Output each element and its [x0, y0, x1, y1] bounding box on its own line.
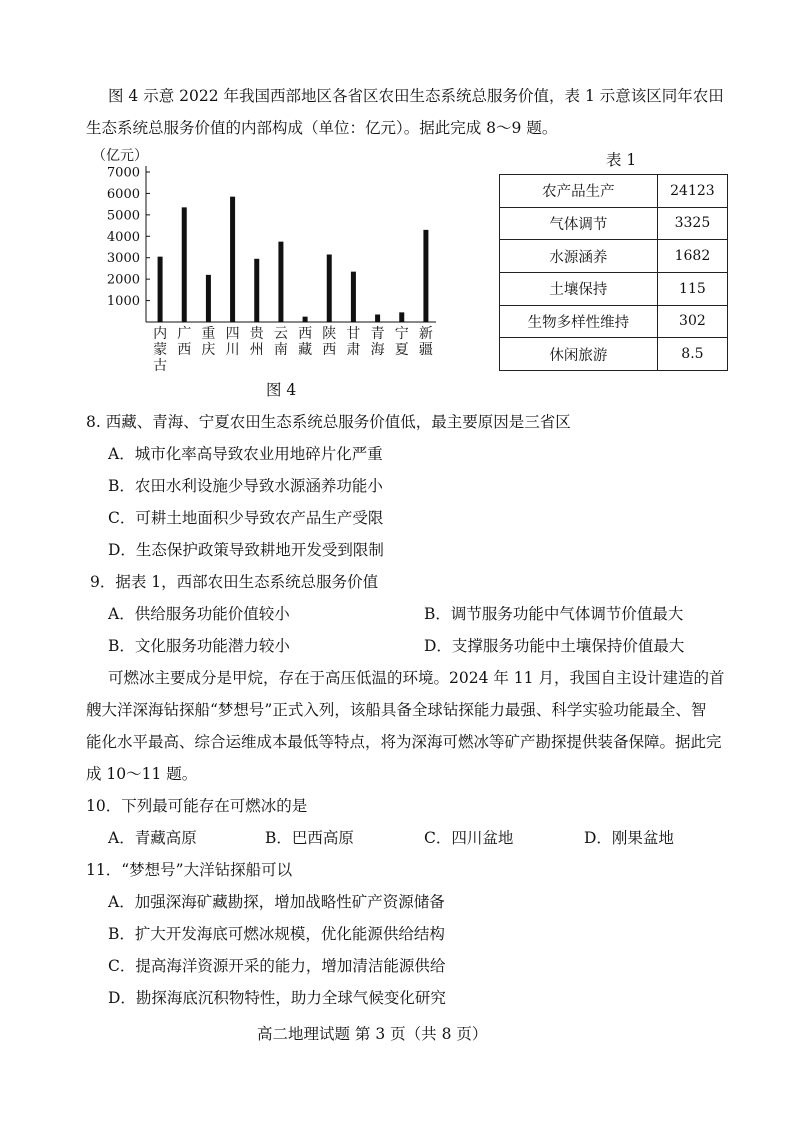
intro-line-1: 图 4 示意 2022 年我国西部地区各省区农田生态系统总服务价值，表 1 示意该区同年农田	[108, 87, 724, 105]
question-10-option-d: D．刚果盆地	[584, 829, 674, 847]
table-cell-label: 气体调节	[500, 207, 658, 240]
x-tick-label-char: 宁	[394, 326, 409, 342]
table-cell-value: 1682	[657, 240, 727, 273]
y-tick-label: 2000	[106, 272, 140, 288]
x-tick-label-char: 南	[273, 342, 288, 358]
table-cell-label: 休闲旅游	[500, 338, 658, 371]
question-11-option-a: A．加强深海矿藏勘探，增加战略性矿产资源储备	[108, 893, 445, 911]
question-10-stem: 10．下列最可能存在可燃冰的是	[86, 797, 308, 815]
table-1-title: 表 1	[606, 151, 637, 169]
x-tick-label-char: 蒙	[153, 342, 168, 358]
table-row	[500, 272, 728, 305]
table-row	[500, 305, 728, 338]
passage-line-4: 成 10～11 题。	[86, 765, 198, 783]
chart-y-unit-label: （亿元）	[92, 148, 148, 164]
question-9-option-d: D．支撑服务功能中土壤保持价值最大	[424, 637, 685, 655]
bar	[423, 230, 428, 322]
bar	[182, 207, 187, 322]
bar	[351, 272, 356, 322]
bar	[158, 257, 163, 322]
x-tick-label-char: 内	[153, 326, 168, 342]
table-cell-value: 24123	[657, 175, 727, 208]
bar	[327, 255, 332, 323]
x-tick-label-char: 西	[177, 342, 192, 358]
bar	[399, 312, 404, 322]
table-row	[500, 175, 728, 208]
question-8-option-c: C．可耕土地面积少导致农产品生产受限	[108, 509, 384, 527]
x-tick-label-char: 川	[225, 342, 240, 358]
figure-4-bar-chart	[92, 146, 450, 398]
question-10-option-a: A．青藏高原	[108, 829, 197, 847]
question-10-option-b: B．巴西高原	[265, 829, 354, 847]
question-9-stem: 9．据表 1，西部农田生态系统总服务价值	[90, 573, 379, 591]
bar	[230, 197, 235, 322]
question-9-option-a: A．供给服务功能价值较小	[108, 605, 290, 623]
question-11-option-c: C．提高海洋资源开采的能力，增加清洁能源供给	[108, 957, 446, 975]
x-tick-label-char: 重	[201, 326, 216, 342]
y-tick-label: 4000	[106, 229, 140, 245]
table-row	[500, 338, 728, 371]
x-tick-label-char: 藏	[298, 342, 313, 358]
x-tick-label-char: 广	[177, 326, 192, 342]
chart-y-axis	[107, 166, 436, 323]
table-cell-label: 土壤保持	[500, 272, 658, 305]
chart-bars	[158, 197, 429, 322]
question-10-option-c: C．四川盆地	[424, 829, 514, 847]
question-8-option-d: D．生态保护政策导致耕地开发受到限制	[108, 541, 384, 559]
x-tick-label-char: 西	[298, 326, 313, 342]
question-8-option-a: A．城市化率高导致农业用地碎片化严重	[108, 445, 383, 463]
y-tick-label: 7000	[106, 165, 140, 181]
y-tick-label: 5000	[106, 208, 140, 224]
table-cell-value: 3325	[657, 207, 727, 240]
table-1	[499, 174, 728, 371]
x-tick-label-char: 新	[418, 326, 433, 342]
x-tick-label-char: 古	[153, 358, 168, 374]
table-cell-label: 水源涵养	[500, 240, 658, 273]
passage-line-1: 可燃冰主要成分是甲烷，存在于高压低温的环境。2024 年 11 月，我国自主设计建造的首	[108, 669, 725, 687]
question-11-option-b: B．扩大开发海底可燃冰规模，优化能源供给结构	[108, 925, 445, 943]
table-row	[500, 240, 728, 273]
table-row	[500, 207, 728, 240]
chart-x-labels	[153, 325, 433, 374]
table-cell-value: 302	[657, 305, 727, 338]
x-tick-label-char: 四	[225, 326, 240, 342]
y-tick-label: 1000	[106, 294, 140, 310]
table-cell-value: 115	[657, 272, 727, 305]
question-9-option-b: B．调节服务功能中气体调节价值最大	[424, 605, 684, 623]
question-8-stem: 8. 西藏、青海、宁夏农田生态系统总服务价值低，最主要原因是三省区	[86, 413, 571, 431]
x-tick-label-char: 州	[249, 342, 264, 358]
question-11-stem: 11．“梦想号”大洋钻探船可以	[86, 861, 293, 879]
question-11-option-d: D．勘探海底沉积物特性，助力全球气候变化研究	[108, 989, 446, 1007]
figure-4-caption: 图 4	[266, 381, 297, 399]
intro-line-2: 生态系统总服务价值的内部构成（单位：亿元）。据此完成 8～9 题。	[86, 119, 558, 137]
x-tick-label-char: 青	[370, 326, 385, 342]
x-tick-label-char: 海	[370, 342, 385, 358]
page-footer: 高二地理试题 第 3 页（共 8 页）	[257, 1025, 488, 1043]
passage-line-3: 能化水平最高、综合运维成本最低等特点，将为深海可燃冰等矿产勘探提供装备保障。据此完	[86, 733, 722, 751]
bar	[278, 242, 283, 322]
question-8-option-b: B．农田水利设施少导致水源涵养功能小	[108, 477, 383, 495]
table-cell-label: 农产品生产	[500, 175, 658, 208]
x-tick-label-char: 疆	[418, 342, 433, 358]
table-cell-label: 生物多样性维持	[500, 305, 658, 338]
x-tick-label-char: 肃	[346, 342, 361, 358]
x-tick-label-char: 甘	[346, 326, 361, 342]
bar	[206, 275, 211, 322]
question-9-option-c: B．文化服务功能潜力较小	[108, 637, 290, 655]
y-tick-label: 3000	[106, 251, 140, 267]
x-tick-label-char: 西	[322, 342, 337, 358]
x-tick-label-char: 庆	[201, 342, 216, 358]
x-tick-label-char: 云	[273, 326, 288, 342]
x-tick-label-char: 陕	[322, 326, 337, 342]
bar	[254, 259, 259, 322]
x-tick-label-char: 夏	[394, 342, 409, 358]
x-tick-label-char: 贵	[249, 326, 264, 342]
bar	[375, 315, 380, 323]
table-cell-value: 8.5	[657, 338, 727, 371]
passage-line-2: 艘大洋深海钻探船“梦想号”正式入列，该船具备全球钻探能力最强、科学实验功能最全、智	[86, 701, 707, 719]
bar	[303, 317, 308, 322]
y-tick-label: 6000	[106, 186, 140, 202]
